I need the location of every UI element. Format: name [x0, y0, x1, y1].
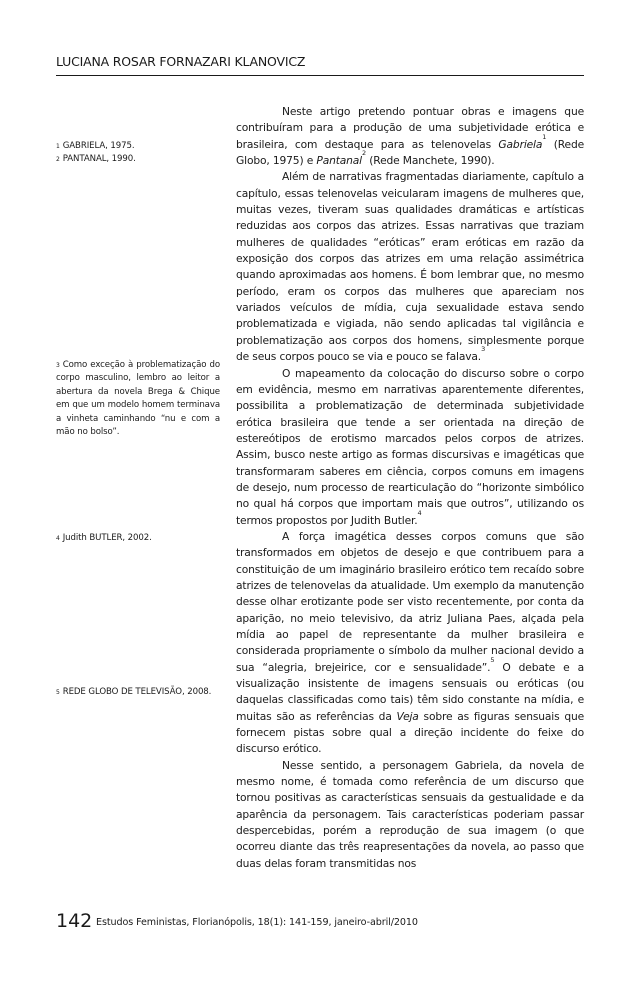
paragraph-1: [236, 104, 584, 169]
footnote-ref-3: 3: [481, 345, 486, 354]
page-footer: [56, 910, 584, 934]
margin-note-5: [56, 686, 220, 699]
note-number: 3: [56, 362, 60, 369]
work-title: Pantanal: [316, 154, 363, 168]
margin-note-4: [56, 532, 220, 545]
note-number: 5: [56, 689, 60, 696]
note-text: Como exceção à problematização do corpo masculino, lembro ao leitor a abertura da novela Brega & Chique em que um modelo homem terminava a vinheta caminhando “nu e com a mão no bolso”.: [56, 360, 220, 438]
note-line: [56, 140, 220, 153]
footnote-ref-4: 4: [417, 508, 422, 517]
margin-note-1-2: [56, 140, 220, 167]
text-run: O mapeamento da colocação do discurso sobre o corpo em evidência, mesmo em narrativas aparentemente diferentes, possibilita a problematização de determinada subjetividade erótica brasileira que tende a ser orientada na direção de estereótipos de erotismo marcados pelos corpos de atrizes. Assim, busco neste artigo as formas discursivas e imagéticas que transformaram saberes em ciência, corpos comuns em imagens de desejo, num processo de rearticulação do “horizonte simbólico no qual há corpos que importam mais que outros”, utilizando os termos propostos por Judith Butler.: [236, 366, 584, 527]
text-run: A força imagética desses corpos comuns que são transformados em objetos de desejo e que contribuem para a constituição de um imaginário brasileiro erótico tem recaído sobre atrizes de telenovelas da atualidade. Um exemplo da manutenção desse olhar erotizante pode ser visto recentemente, por conta da aparição, no meio televisivo, da atriz Juliana Paes, alçada pela mídia ao papel de representante da mulher brasileira e considerada propriamente o símbolo da mulher nacional devido a sua “alegria, brejeirice, cor e sensualidade”.: [236, 529, 584, 674]
paragraph-3: [236, 366, 584, 529]
header-rule: [56, 75, 584, 76]
text-run: Nesse sentido, a personagem Gabriela, da novela de mesmo nome, é tomada como referência de um discurso que tornou positivas as características sensuais da gestualidade e da aparência da personagem. Tais características poderiam passar despercebidas, porém a reprodução de sua imagem (o que ocorreu diante das três reapresentações da novela, ao passo que duas delas foram transmitidas nos: [236, 758, 584, 870]
text-run: sobre as figuras sensuais que fornecem pistas sobre qual a direção incidente do feixe do discurso erótico.: [236, 709, 585, 756]
note-number: 4: [56, 535, 60, 542]
work-title: Gabriela: [498, 137, 543, 151]
text-run: O debate e a visualização insistente de imagens sensuais ou eróticas (ou daquelas classificadas como tais) têm sido constante na mídia, e muitas são as referências da: [236, 660, 584, 723]
margin-note-3: [56, 359, 220, 439]
footnote-ref-2: 2: [362, 149, 367, 158]
note-number: 2: [56, 156, 60, 164]
note-text: PANTANAL, 1990.: [62, 154, 136, 165]
paragraph-2: [236, 169, 584, 365]
note-text: GABRIELA, 1975.: [62, 141, 135, 151]
paragraph-4: [236, 529, 584, 758]
note-number: 1: [56, 143, 60, 150]
body-text: [236, 104, 584, 872]
text-run: (Rede Manchete, 1990).: [366, 154, 495, 168]
page-number: 142: [56, 910, 93, 932]
journal-citation: Estudos Feministas, Florianópolis, 18(1): 141-159, janeiro-abril/2010: [96, 917, 418, 928]
text-run: Neste artigo pretendo pontuar obras e imagens que contribuíram para a produção de uma subjetividade erótica e brasileira, com destaque para as telenovelas: [236, 105, 584, 151]
note-line: [56, 153, 220, 166]
note-text: REDE GLOBO DE TELEVISÃO, 2008.: [62, 687, 212, 697]
paragraph-5: [236, 758, 584, 872]
text-run: (Rede Globo, 1975) e: [236, 137, 584, 168]
text-run: Além de narrativas fragmentadas diariamente, capítulo a capítulo, essas telenovelas veicularam imagens de mulheres que, muitas vezes, tiveram suas qualidades dramáticas e artísticas reduzidas aos corpos das atrizes. Essas narrativas que traziam mulheres de qualidades “eróticas” eram eróticas em razão da exposição dos corpos das atrizes em uma relação assimétrica quando aproximadas aos homens. É bom lembrar que, no mesmo período, eram os corpos das mulheres que apareciam nos variados veículos de mídia, cuja sexualidade estava sendo problematizada e vigiada, não sendo aplicadas tal vigilância e problematização aos corpos dos homens, simplesmente porque de seus corpos pouco se via e pouco se falava.: [236, 170, 584, 364]
footnote-ref-1: 1: [542, 132, 547, 141]
footnote-ref-5: 5: [490, 655, 495, 664]
publication-title: Veja: [396, 709, 419, 723]
note-text: Judith BUTLER, 2002.: [62, 533, 152, 543]
running-header: LUCIANA ROSAR FORNAZARI KLANOVICZ: [56, 54, 306, 69]
